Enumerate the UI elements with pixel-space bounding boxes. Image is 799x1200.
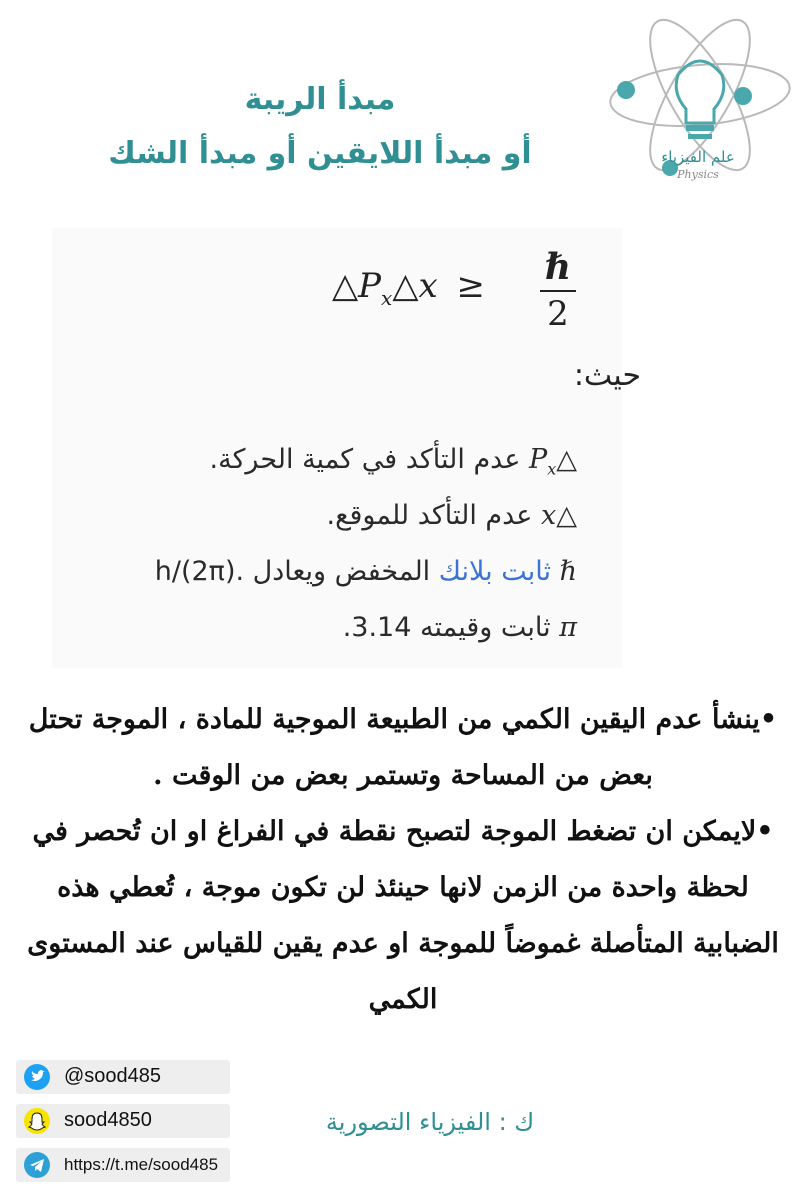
delta-symbol: △ (332, 266, 359, 306)
hbar-symbol: ℏ (544, 246, 572, 288)
definition-symbol: π (559, 612, 577, 643)
definition-symbol: ℏ (559, 556, 577, 587)
logo-label-ar: علم الفيزياء (661, 148, 735, 166)
uncertainty-formula (332, 246, 592, 336)
momentum-symbol: P (358, 266, 382, 306)
fraction-bar (540, 290, 576, 292)
page-title: مبدأ الريبة (244, 82, 396, 117)
note-paragraph: •لايمكن ان تضغط الموجة لتصبح نقطة في الفراغ او ان تُحصر في لحظة واحدة من الزمن لانها حينئذ لن تكون موجة ، تُعطي هذه الضبابية المتأصلة غموضاً للموجة او عدم يقين للقياس عند المستوى الكمي (27, 816, 779, 1015)
definition-text: ثابت وقيمته 3.14. (342, 612, 560, 643)
planck-constant-link[interactable]: ثابت بلانك (438, 556, 552, 587)
snapchat-icon (24, 1108, 50, 1134)
definition-pi (343, 612, 577, 643)
snapchat-handle: sood4850 (64, 1109, 152, 1131)
denominator: 2 (547, 294, 569, 334)
definition-symbol: △x (541, 500, 577, 531)
twitter-handle: @sood485 (64, 1065, 162, 1087)
definition-tail: h/(2π). (154, 556, 245, 587)
twitter-icon (24, 1064, 50, 1090)
snapchat-link[interactable] (16, 1104, 230, 1138)
page-subtitle: أو مبدأ اللايقين أو مبدأ الشك (108, 136, 532, 171)
source-credit: ك : الفيزياء التصورية (325, 1108, 535, 1136)
physics-logo (600, 0, 799, 205)
position-symbol: x (418, 266, 438, 306)
telegram-icon (24, 1152, 50, 1178)
fraction (540, 246, 576, 334)
twitter-link[interactable] (16, 1060, 230, 1094)
definition-symbol: △P (529, 444, 577, 475)
definition-text: عدم التأكد في كمية الحركة. (209, 444, 530, 475)
definition-hbar (155, 556, 577, 587)
definition-text: عدم التأكد للموقع. (326, 500, 541, 531)
delta-symbol-2: △ (392, 266, 419, 306)
momentum-subscript: x (381, 285, 393, 310)
telegram-link[interactable] (16, 1148, 230, 1182)
telegram-url: https://t.me/sood485 (64, 1155, 219, 1174)
where-label: حيث: (573, 358, 641, 393)
note-paragraph: •ينشأ عدم اليقين الكمي من الطبيعة الموجية للمادة ، الموجة تحتل بعض من المساحة وتستمر بعض من الوقت . (28, 704, 778, 791)
definition-subscript: x (547, 459, 557, 479)
definition-text: المخفض ويعادل (244, 556, 439, 587)
definition-position (327, 500, 577, 531)
greater-equal-symbol: ≥ (456, 266, 485, 306)
definition-momentum (210, 444, 577, 478)
logo-label-en: Physics (677, 168, 719, 181)
